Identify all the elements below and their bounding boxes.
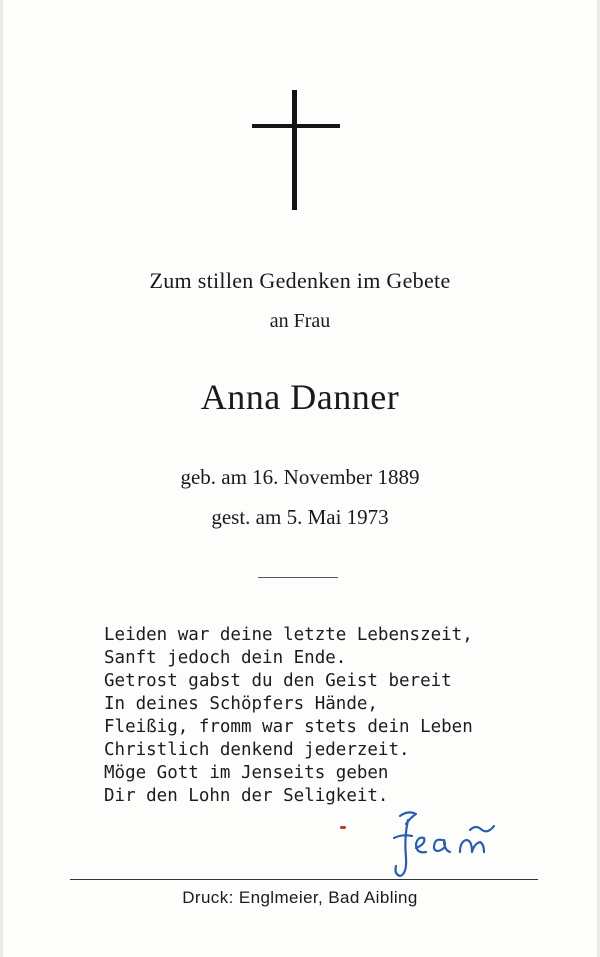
cross-vertical-bar (292, 90, 297, 210)
footer-rule (70, 879, 538, 880)
poem-line: Möge Gott im Jenseits geben (104, 763, 389, 783)
deceased-name: Anna Danner (200, 377, 400, 417)
ink-speck (340, 826, 346, 829)
poem-line: In deines Schöpfers Hände, (104, 694, 378, 714)
poem-line: Sanft jedoch dein Ende. (104, 648, 347, 668)
salutation: an Frau (269, 310, 331, 332)
memorial-intro: Zum stillen Gedenken im Gebete (149, 268, 451, 293)
poem-line: Getrost gabst du den Geist bereit (104, 671, 452, 691)
poem-line: Christlich denkend jederzeit. (104, 740, 410, 760)
latin-cross-icon (252, 90, 340, 210)
handwritten-signature (386, 808, 518, 880)
printer-imprint: Druck: Englmeier, Bad Aibling (182, 888, 418, 907)
poem-line: Dir den Lohn der Seligkeit. (104, 786, 389, 806)
cross-horizontal-bar (252, 124, 340, 128)
poem-line: Fleißig, fromm war stets dein Leben (104, 717, 473, 737)
poem-line: Leiden war deine letzte Lebenszeit, (104, 625, 473, 645)
memorial-poem (104, 624, 473, 808)
birth-date: geb. am 16. November 1889 (180, 465, 420, 489)
separator-line (258, 577, 338, 578)
death-date: gest. am 5. Mai 1973 (211, 505, 389, 529)
